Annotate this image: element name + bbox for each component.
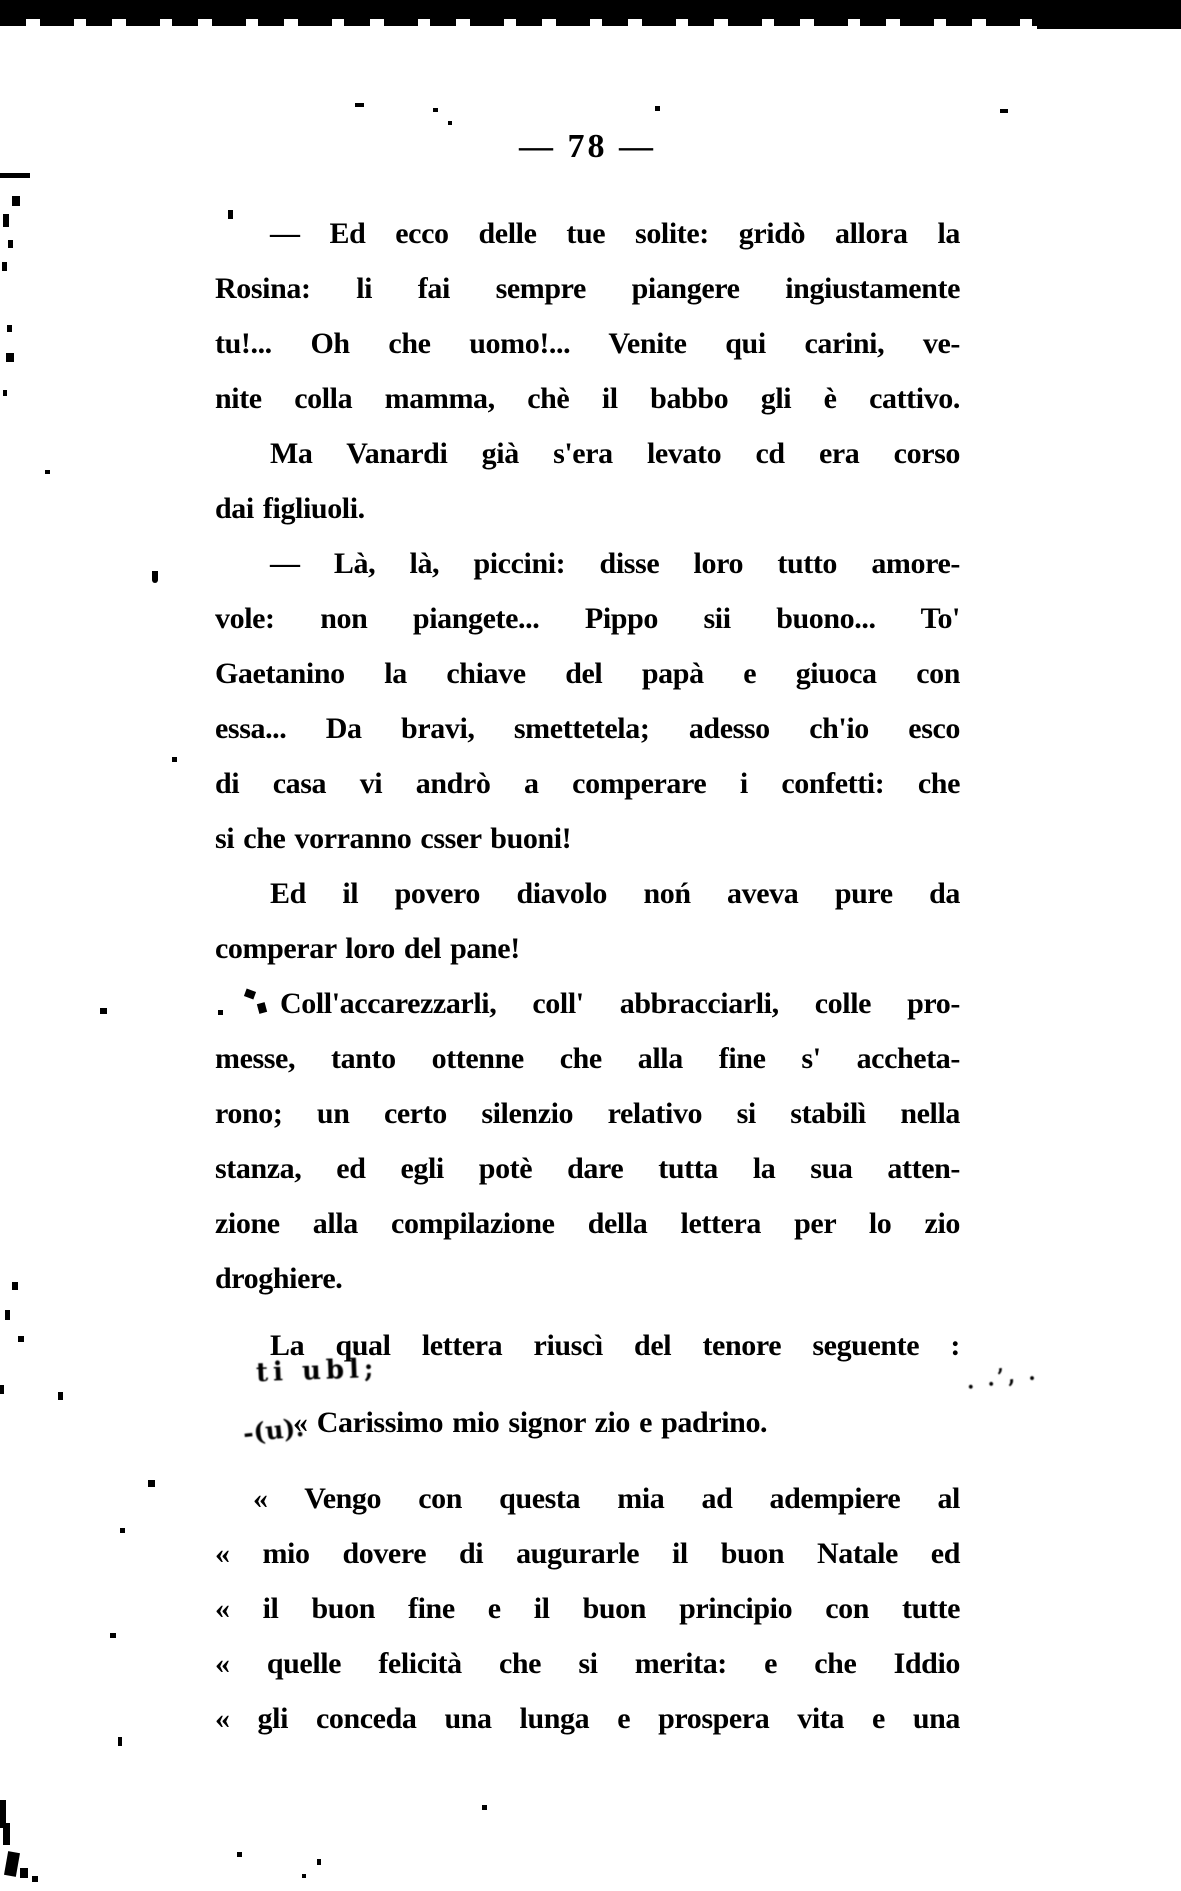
ink-speck xyxy=(0,173,30,178)
ink-speck xyxy=(355,103,364,107)
text-line: essa... Da bravi, smettetela; adesso ch'io esco xyxy=(215,712,960,745)
text-line: di casa vi andrò a comperare i confetti: che xyxy=(215,767,960,800)
text-line: Gaetanino la chiave del papà e giuoca con xyxy=(215,657,960,690)
ink-speck xyxy=(4,1851,20,1877)
letter-line: « il buon fine e il buon principio con tutte xyxy=(215,1592,960,1625)
ink-speck xyxy=(0,1385,4,1394)
paragraph xyxy=(215,426,960,536)
ink-speck xyxy=(482,1805,487,1810)
letter-block xyxy=(215,1395,960,1746)
ink-speck xyxy=(218,1010,223,1015)
text-line: droghiere. xyxy=(215,1262,343,1295)
paragraph xyxy=(215,976,960,1306)
ink-speck xyxy=(120,1528,125,1533)
letter-line: « Vengo con questa mia ad adempiere al xyxy=(253,1482,960,1515)
scan-edge-bar-right xyxy=(1037,0,1181,29)
text-line: Ed il povero diavolo noń aveva pure da xyxy=(270,877,960,910)
paragraph xyxy=(215,536,960,866)
text-line: vole: non piangete... Pippo sii buono... To' xyxy=(215,602,960,635)
letter-line: « mio dovere di augurarle il buon Natale ed xyxy=(215,1537,960,1570)
text-line: dai figliuoli. xyxy=(215,492,365,525)
ink-speck xyxy=(45,470,50,474)
ink-speck xyxy=(20,1868,28,1878)
ink-speck xyxy=(3,1823,10,1845)
ink-speck xyxy=(12,1282,18,1290)
paragraph xyxy=(215,206,960,426)
ink-speck xyxy=(118,1737,122,1746)
ink-speck xyxy=(655,106,660,111)
page-number: — 78 — xyxy=(519,128,656,165)
text-line: Ma Vanardi già s'era levato cd era corso xyxy=(270,437,960,470)
ink-speck xyxy=(5,1310,10,1320)
text-line: nite colla mamma, chè il babbo gli è cattivo. xyxy=(215,382,960,415)
ink-speck xyxy=(32,1876,38,1882)
letter-salutation: « Carissimo mio signor zio e padrino. xyxy=(293,1406,768,1439)
ink-speck xyxy=(3,214,9,227)
text-line: stanza, ed egli potè dare tutta la sua atten- xyxy=(215,1152,960,1185)
ink-speck xyxy=(237,1852,242,1857)
ink-speck xyxy=(58,1392,63,1400)
ink-speck xyxy=(3,390,7,396)
text-line: Coll'accarezzarli, coll' abbracciarli, colle pro- xyxy=(280,987,960,1020)
ink-speck xyxy=(172,757,177,762)
ink-speck xyxy=(2,262,7,271)
ink-speck xyxy=(12,196,20,206)
ink-speck xyxy=(6,353,14,362)
ink-speck xyxy=(18,1336,24,1342)
ink-speck xyxy=(148,1480,155,1487)
ink-speck xyxy=(433,108,438,112)
text-line: Rosina: li fai sempre piangere ingiustamente xyxy=(215,272,960,305)
text-line: comperar loro del pane! xyxy=(215,932,520,965)
text-line: zione alla compilazione della lettera per lo zio xyxy=(215,1207,960,1240)
text-block xyxy=(215,206,960,1746)
ink-speck xyxy=(448,121,452,125)
letter-line: « gli conceda una lunga e prospera vita e una xyxy=(215,1702,960,1735)
text-line: — Ed ecco delle tue solite: gridò allora la xyxy=(270,217,960,250)
ink-speck xyxy=(302,1874,306,1878)
text-line: — Là, là, piccini: disse loro tutto amore- xyxy=(270,547,960,580)
text-line: La qual lettera riuscì del tenore seguente : xyxy=(270,1329,960,1362)
ink-speck xyxy=(228,210,233,219)
ink-speck xyxy=(317,1859,321,1865)
ink-smudge: . .ʼ, . xyxy=(964,1359,1040,1394)
text-line: tu!... Oh che uomo!... Venite qui carini, ve- xyxy=(215,327,960,360)
paragraph xyxy=(215,866,960,976)
scan-edge-bar xyxy=(0,0,1181,19)
ink-smudge: ti ubl; xyxy=(255,1353,379,1389)
letter-line: « quelle felicità che si merita: e che Iddio xyxy=(215,1647,960,1680)
ink-speck xyxy=(1000,109,1008,113)
text-line: rono; un certo silenzio relativo si stabilì nella xyxy=(215,1097,960,1130)
ink-speck xyxy=(110,1633,116,1638)
text-line: messe, tanto ottenne che alla fine s' accheta- xyxy=(215,1042,960,1075)
ink-speck xyxy=(152,571,158,583)
ink-speck xyxy=(7,325,12,332)
ink-speck xyxy=(8,240,13,248)
ink-smudge: -(u). xyxy=(241,1412,306,1449)
text-line: si che vorranno csser buoni! xyxy=(215,822,572,855)
ink-speck xyxy=(100,1008,107,1014)
